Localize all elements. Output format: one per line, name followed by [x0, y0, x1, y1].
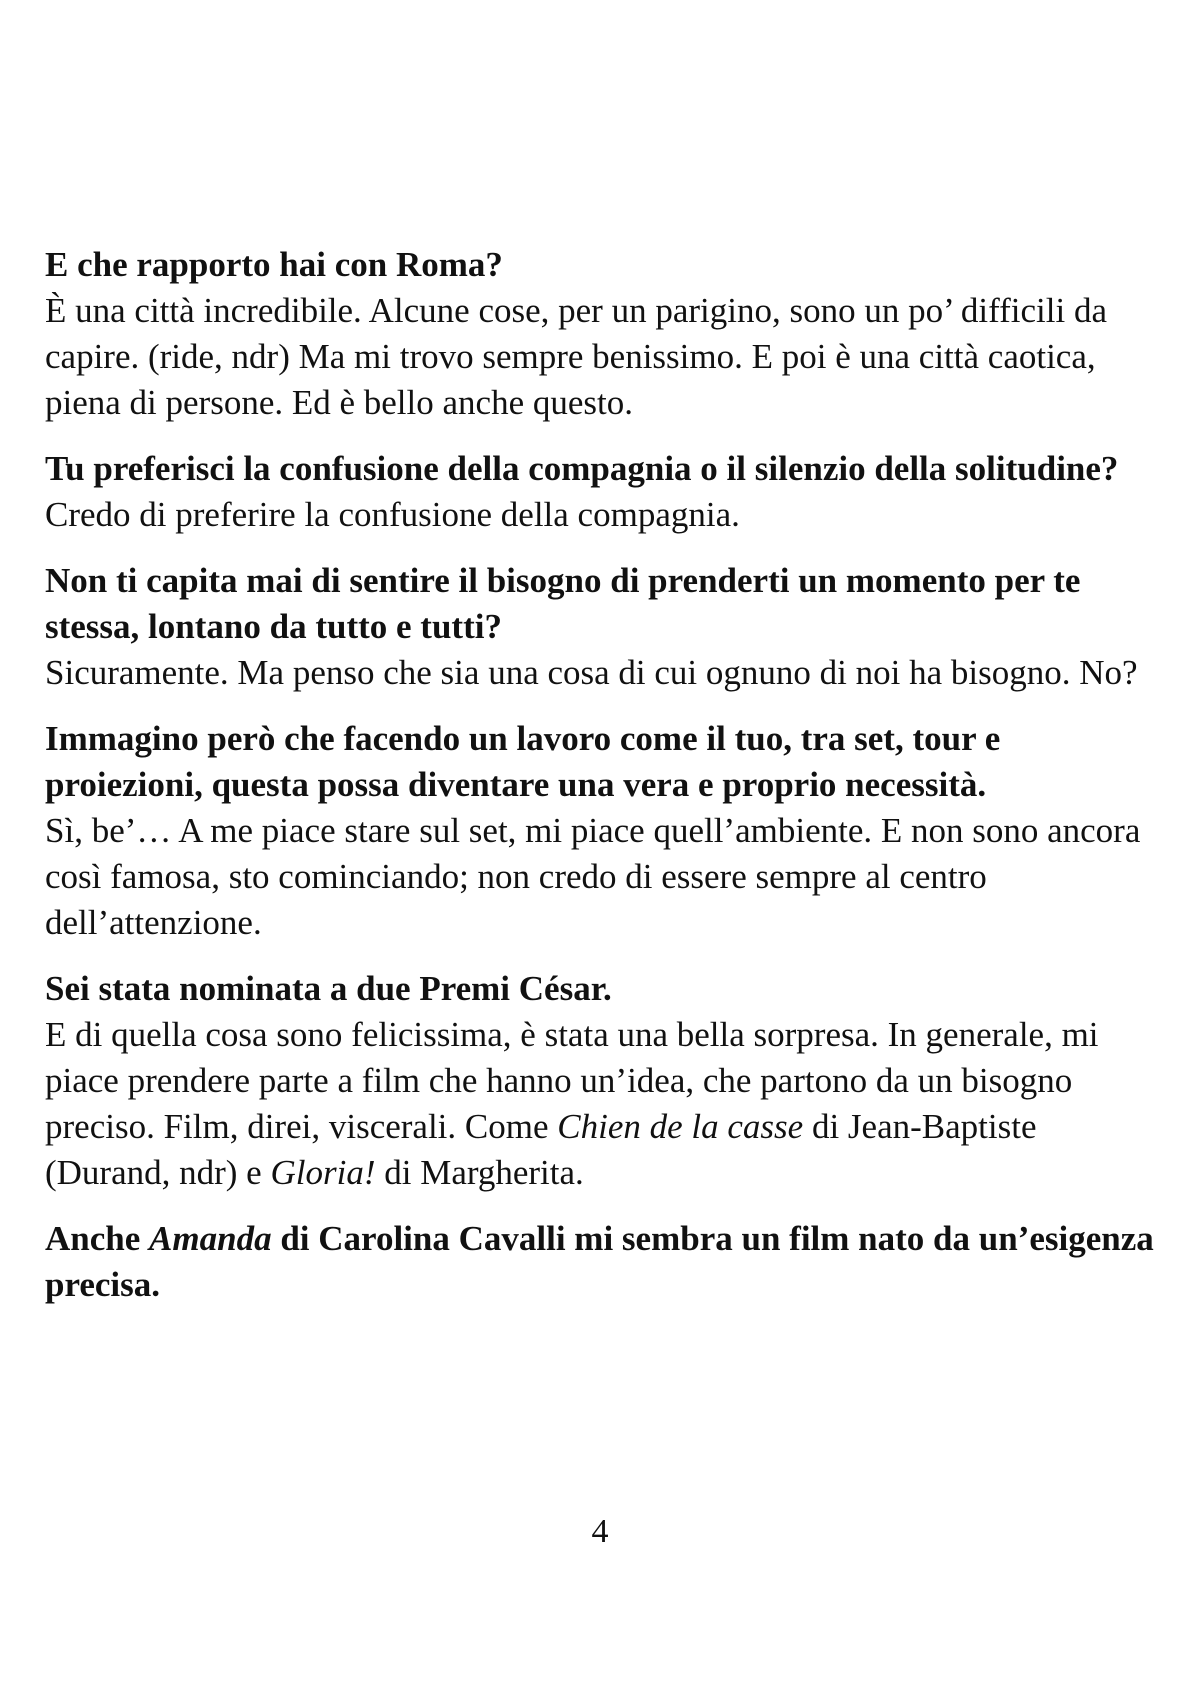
answer: [45, 492, 1160, 538]
question: [45, 1216, 1160, 1308]
answer-text: Sicuramente. Ma penso che sia una cosa di cui ognuno di noi ha bisogno. No?: [45, 653, 1138, 692]
question-text: di Carolina Cavalli mi sembra un film nato da un’esigenza precisa.: [45, 1219, 1154, 1304]
film-title: Gloria!: [270, 1153, 376, 1192]
qa-block: [45, 242, 1160, 426]
answer-text: Credo di preferire la confusione della compagnia.: [45, 495, 740, 534]
qa-block: [45, 558, 1160, 696]
question-text: E che rapporto hai con Roma?: [45, 245, 503, 284]
film-title: Chien de la casse: [557, 1107, 804, 1146]
question: [45, 446, 1160, 492]
answer-text: E di quella cosa sono felicissima, è stata una bella sorpresa. In generale, mi piace prendere parte a film che hanno un’idea, che partono da un bisogno preciso. Film, direi, viscerali. Come: [45, 1015, 1099, 1146]
question: [45, 966, 1160, 1012]
question-text: Non ti capita mai di sentire il bisogno di prenderti un momento per te stessa, lontano da tutto e tutti?: [45, 561, 1081, 646]
interview-content: [45, 242, 1160, 1328]
question: [45, 242, 1160, 288]
question-text: Sei stata nominata a due Premi César.: [45, 969, 612, 1008]
page-number: 4: [591, 1513, 609, 1550]
qa-block: [45, 716, 1160, 946]
question-text: Anche: [45, 1219, 150, 1258]
answer: [45, 1012, 1160, 1196]
answer-text: È una città incredibile. Alcune cose, per un parigino, sono un po’ difficili da capire. (ride, ndr) Ma mi trovo sempre benissimo. E poi è una città caotica, piena di persone. Ed è bello anche questo.: [45, 291, 1108, 422]
answer: [45, 808, 1160, 946]
question-text: Tu preferisci la confusione della compagnia o il silenzio della solitudine?: [45, 449, 1119, 488]
answer: [45, 288, 1160, 426]
film-title: Amanda: [149, 1219, 272, 1258]
qa-block: [45, 446, 1160, 538]
answer-text: di Margherita.: [375, 1153, 584, 1192]
answer: [45, 650, 1160, 696]
answer-text: Sì, be’… A me piace stare sul set, mi piace quell’ambiente. E non sono ancora così famosa, sto cominciando; non credo di essere sempre al centro dell’attenzione.: [45, 811, 1141, 942]
qa-block: [45, 1216, 1160, 1308]
question: [45, 558, 1160, 650]
answer-text: di Jean-Baptiste (Durand, ndr) e: [45, 1107, 1037, 1192]
qa-block: [45, 966, 1160, 1196]
question: [45, 716, 1160, 808]
question-text: Immagino però che facendo un lavoro come il tuo, tra set, tour e proiezioni, questa possa diventare una vera e proprio necessità.: [45, 719, 1001, 804]
